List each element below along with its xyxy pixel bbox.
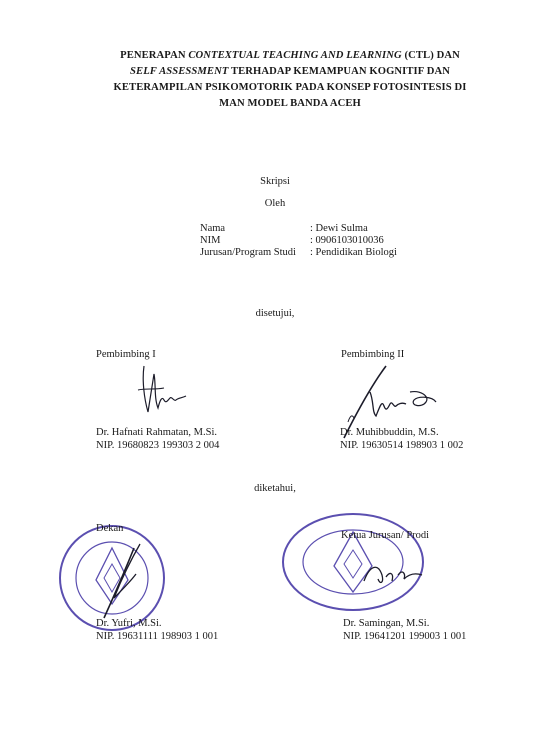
- thesis-title: [100, 48, 480, 112]
- dean-name: Dr. Yufri, M.Si.: [96, 618, 162, 629]
- head-name: Dr. Samingan, M.Si.: [343, 618, 430, 629]
- title-line3: KETERAMPILAN PSIKOMOTORIK PADA KONSEP FOTOSINTESIS DI: [113, 82, 467, 93]
- advisor2-name: Dr. Muhibbuddin, M.S.: [340, 427, 439, 438]
- title-line2-b: TERHADAP KEMAMPUAN KOGNITIF DAN: [228, 66, 450, 77]
- advisor1-name: Dr. Hafnati Rahmatan, M.Si.: [96, 427, 218, 438]
- head-signature: [360, 555, 430, 595]
- nim-value: : 0906103010036: [310, 235, 384, 246]
- title-line2-italic: SELF ASSESSMENT: [130, 66, 229, 77]
- advisor1-nip: NIP. 19680823 199303 2 004: [96, 440, 220, 451]
- approved-label: disetujui,: [255, 308, 295, 319]
- advisor2-role: Pembimbing II: [341, 349, 405, 360]
- advisor2-nip: NIP. 19630514 198903 1 002: [340, 440, 464, 451]
- head-role: Ketua Jurusan/ Prodi: [341, 530, 430, 541]
- dept-label: Jurusan/Program Studi: [200, 247, 296, 258]
- name-label: Nama: [200, 223, 226, 234]
- doc-type: Skripsi: [260, 176, 290, 187]
- advisor1-role: Pembimbing I: [96, 349, 156, 360]
- student-info: [200, 223, 397, 259]
- dean-nip: NIP. 19631111 198903 1 001: [96, 631, 219, 642]
- dean-role: Dekan: [96, 523, 124, 534]
- title-line1-a: PENERAPAN: [120, 50, 189, 61]
- title-line1-c: (CTL) DAN: [401, 50, 460, 61]
- head-nip: NIP. 19641201 199003 1 001: [343, 631, 467, 642]
- dept-value: : Pendidikan Biologi: [310, 247, 397, 258]
- title-line1-italic: CONTEXTUAL TEACHING AND LEARNING: [188, 50, 402, 61]
- title-line4: MAN MODEL BANDA ACEH: [219, 98, 361, 109]
- by-label: Oleh: [264, 198, 286, 209]
- name-value: : Dewi Sulma: [310, 223, 368, 234]
- acknowledged-label: diketahui,: [254, 483, 296, 494]
- advisor1-signature: [130, 360, 200, 420]
- nim-label: NIM: [200, 235, 221, 246]
